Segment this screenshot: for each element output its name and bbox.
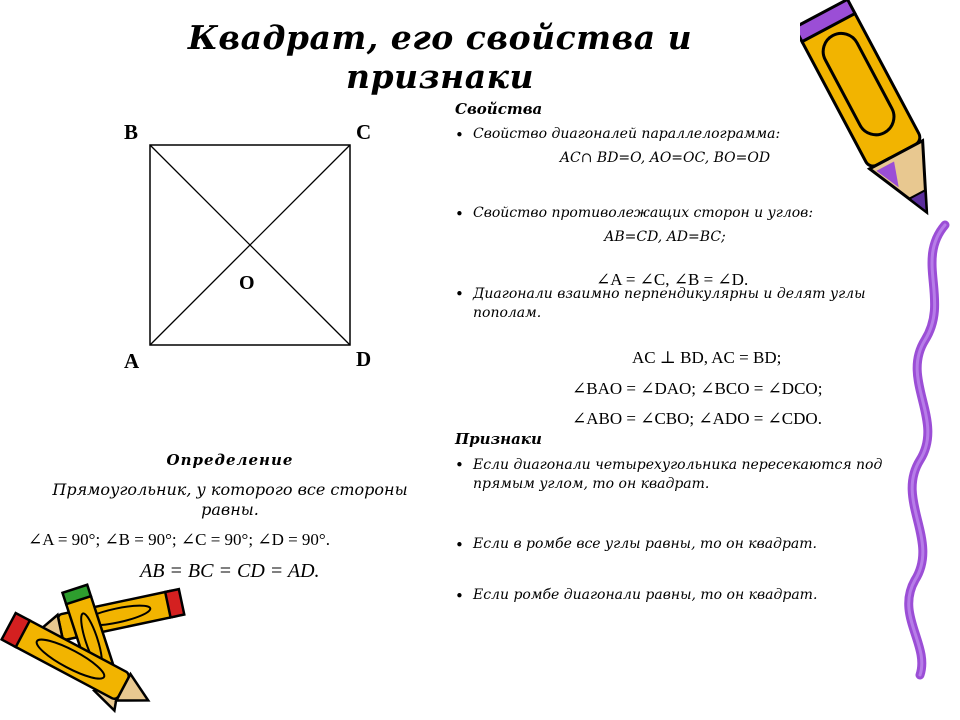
sign-item-1 (455, 456, 905, 494)
property-formula-1: AC∩ BD=O, AO=OC, BO=OD (559, 150, 771, 166)
definition-heading: Определение (166, 451, 294, 469)
bullet-icon: • (455, 126, 464, 144)
opposite-angles-formula: ∠A = ∠C, ∠B = ∠D. (596, 270, 749, 289)
page-title: Квадрат, его свойства и признаки (187, 18, 693, 96)
property-item-3 (455, 285, 905, 323)
definition-angles: ∠A = 90°; ∠B = 90°; ∠C = 90°; ∠D = 90°. (28, 530, 330, 549)
vertex-label-a: A (124, 349, 140, 373)
bullet-icon: • (455, 205, 464, 223)
definition-text: Прямоугольник, у которого все стороны равны. (52, 480, 408, 519)
vertex-label-b: B (124, 120, 139, 144)
property-text-1: Свойство диагоналей параллелограмма: (473, 126, 781, 142)
square-figure (110, 110, 400, 380)
bullet-icon: • (455, 536, 464, 554)
sign-item-3 (455, 587, 905, 603)
property-formula-2: AB=CD, AD=BC; (604, 229, 726, 245)
sign-item-2 (455, 536, 905, 552)
sign-text-2: Если в ромбе все углы равны, то он квадрат. (473, 536, 818, 552)
vertex-label-c: C (356, 120, 372, 144)
formula-perpendicular: AC ⊥ BD, AC = BD; (632, 348, 782, 367)
vertex-label-d: D (356, 347, 372, 371)
ribbon-decoration (885, 220, 960, 680)
bullet-icon: • (455, 587, 464, 605)
bullet-icon: • (455, 456, 464, 474)
crossed-pencils-icon (0, 580, 200, 715)
pencil-icon (800, 0, 950, 230)
definition-sides: AB = BC = CD = AD. (140, 560, 320, 582)
formula-angles-b-d: ∠ABO = ∠CBO; ∠ADO = ∠CDO. (572, 409, 822, 428)
center-label-o: O (239, 272, 255, 294)
signs-heading: Признаки (455, 430, 542, 448)
sign-text-3: Если ромбе диагонали равны, то он квадрат. (473, 587, 818, 603)
bullet-icon: • (455, 285, 464, 303)
formula-angles-a-c: ∠BAO = ∠DAO; ∠BCO = ∠DCO; (572, 379, 823, 398)
property-text-2: Свойство противолежащих сторон и углов: (473, 205, 814, 221)
property-text-3: Диагонали взаимно перпендикулярны и делят углы пополам. (473, 286, 866, 321)
properties-heading: Свойства (455, 100, 543, 118)
sign-text-1: Если диагонали четырехугольника пересекаются под прямым углом, то он квадрат. (473, 457, 883, 492)
